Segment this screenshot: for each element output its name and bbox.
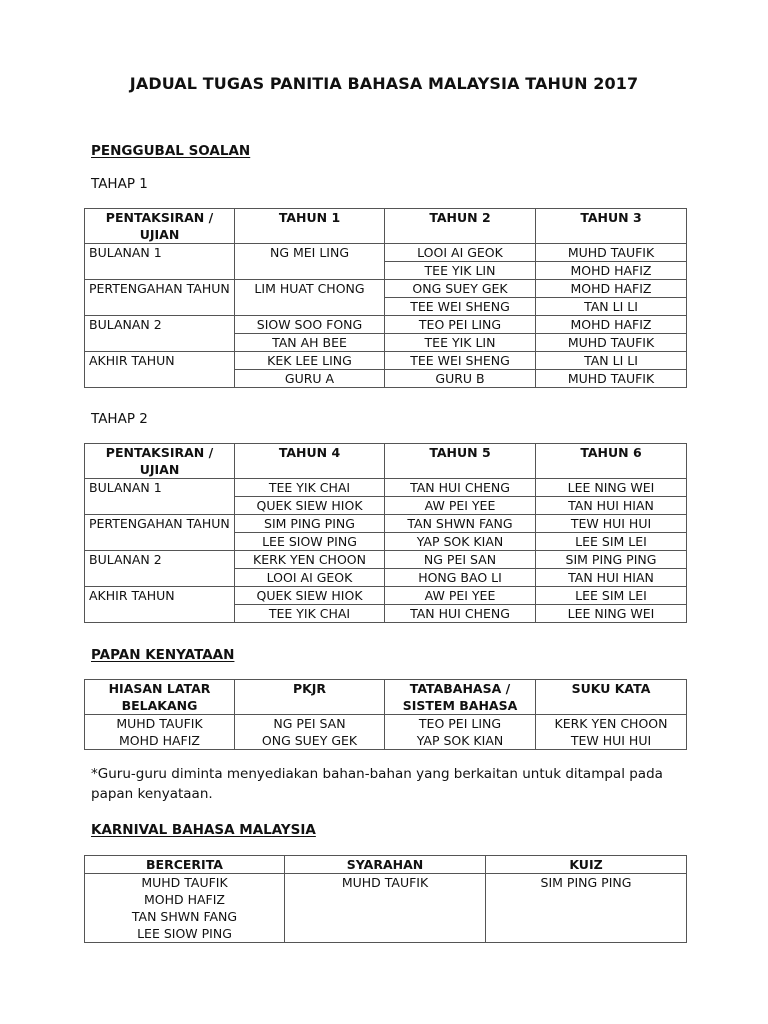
table-cell: SIM PING PING — [235, 515, 385, 533]
row-label: PERTENGAHAN TAHUN — [85, 515, 235, 551]
table-cell: TAN HUI HIAN — [536, 497, 687, 515]
name-entry: YAP SOK KIAN — [416, 733, 504, 748]
table-cell: TEE WEI SHENG — [385, 352, 536, 370]
header-tahun-3: TAHUN 3 — [536, 209, 687, 244]
row-label: AKHIR TAHUN — [85, 587, 235, 623]
table-cell: NG MEI LING — [235, 244, 385, 280]
table-cell: TEO PEI LING — [385, 316, 536, 334]
table-cell: MOHD HAFIZ — [536, 316, 687, 334]
row-label: BULANAN 1 — [85, 479, 235, 515]
table-header-row — [85, 680, 687, 715]
table-cell: YAP SOK KIAN — [385, 533, 536, 551]
table-cell: KERK YEN CHOON — [235, 551, 385, 569]
table-row — [85, 715, 687, 750]
table-row — [85, 280, 687, 298]
row-label: BULANAN 2 — [85, 551, 235, 587]
table-cell — [285, 874, 486, 943]
header-pentaksiran: PENTAKSIRAN / UJIAN — [85, 209, 235, 244]
header-tahun-2: TAHUN 2 — [385, 209, 536, 244]
table-row — [85, 479, 687, 497]
table-cell: SIM PING PING — [536, 551, 687, 569]
table-cell: LEE SIM LEI — [536, 587, 687, 605]
table-header-row — [85, 209, 687, 244]
table-cell: TAN HUI CHENG — [385, 605, 536, 623]
table-cell — [486, 874, 687, 943]
table-cell: MOHD HAFIZ — [536, 280, 687, 298]
row-label: PERTENGAHAN TAHUN — [85, 280, 235, 316]
name-entry: MUHD TAUFIK — [141, 875, 228, 890]
table-cell: LEE SIM LEI — [536, 533, 687, 551]
table-cell: TAN HUI HIAN — [536, 569, 687, 587]
name-entry: MUHD TAUFIK — [341, 875, 429, 890]
section-heading-karnival: KARNIVAL BAHASA MALAYSIA — [91, 822, 316, 838]
table-cell: LIM HUAT CHONG — [235, 280, 385, 316]
table-row — [85, 551, 687, 569]
name-entry: NG PEI SAN — [273, 716, 346, 731]
name-entry: LEE SIOW PING — [137, 926, 232, 941]
name-entry: ONG SUEY GEK — [261, 733, 358, 748]
table-header-row — [85, 444, 687, 479]
table-cell: MOHD HAFIZ — [536, 262, 687, 280]
table-header-row — [85, 856, 687, 874]
table-cell: ONG SUEY GEK — [385, 280, 536, 298]
section-heading-penggubal-soalan: PENGGUBAL SOALAN — [91, 143, 251, 159]
table-cell: LEE NING WEI — [536, 479, 687, 497]
header-tahun-1: TAHUN 1 — [235, 209, 385, 244]
header-tahun-4: TAHUN 4 — [235, 444, 385, 479]
name-entry: TEW HUI HUI — [570, 733, 652, 748]
header-tahun-5: TAHUN 5 — [385, 444, 536, 479]
table-cell: MUHD TAUFIK — [536, 334, 687, 352]
name-entry: SIM PING PING — [540, 875, 632, 890]
table-cell: TAN AH BEE — [235, 334, 385, 352]
table-cell: TAN LI LI — [536, 298, 687, 316]
name-entry: TEO PEI LING — [418, 716, 502, 731]
papan-kenyataan-table — [84, 679, 687, 750]
table-cell: MUHD TAUFIK — [536, 370, 687, 388]
table-row — [85, 515, 687, 533]
tahap-2-label: TAHAP 2 — [91, 411, 148, 427]
row-label: BULANAN 1 — [85, 244, 235, 280]
document-title: JADUAL TUGAS PANITIA BAHASA MALAYSIA TAHUN 2017 — [129, 74, 639, 93]
table-cell: TEE WEI SHENG — [385, 298, 536, 316]
table-cell: TAN HUI CHENG — [385, 479, 536, 497]
table-cell — [85, 715, 235, 750]
table-cell: GURU B — [385, 370, 536, 388]
table-cell: KEK LEE LING — [235, 352, 385, 370]
table-cell: TEW HUI HUI — [536, 515, 687, 533]
header-pentaksiran: PENTAKSIRAN / UJIAN — [85, 444, 235, 479]
table-row — [85, 874, 687, 943]
name-entry: MUHD TAUFIK — [116, 716, 203, 731]
row-label: BULANAN 2 — [85, 316, 235, 352]
note-text: *Guru-guru diminta menyediakan bahan-bahan yang berkaitan untuk ditampal pada papan kenyataan. — [91, 766, 663, 802]
table-cell — [235, 715, 385, 750]
tahap-1-label: TAHAP 1 — [91, 176, 148, 192]
name-entry: MOHD HAFIZ — [118, 733, 200, 748]
header-hiasan-latar-belakang: HIASAN LATAR BELAKANG — [85, 680, 235, 715]
table-cell: AW PEI YEE — [385, 587, 536, 605]
table-cell: QUEK SIEW HIOK — [235, 497, 385, 515]
table-row — [85, 587, 687, 605]
table-row — [85, 244, 687, 262]
tahap-1-table — [84, 208, 687, 388]
header-kuiz: KUIZ — [486, 856, 687, 874]
table-row — [85, 352, 687, 370]
table-cell: LOOI AI GEOK — [235, 569, 385, 587]
row-label: AKHIR TAHUN — [85, 352, 235, 388]
table-cell: LEE SIOW PING — [235, 533, 385, 551]
table-cell: LOOI AI GEOK — [385, 244, 536, 262]
name-entry: KERK YEN CHOON — [554, 716, 668, 731]
table-cell: LEE NING WEI — [536, 605, 687, 623]
table-cell: NG PEI SAN — [385, 551, 536, 569]
table-cell: MUHD TAUFIK — [536, 244, 687, 262]
table-cell: QUEK SIEW HIOK — [235, 587, 385, 605]
header-bercerita: BERCERITA — [85, 856, 285, 874]
header-pkjr: PKJR — [235, 680, 385, 715]
section-heading-papan-kenyataan: PAPAN KENYATAAN — [91, 647, 235, 663]
tahap-2-table — [84, 443, 687, 623]
table-cell: SIOW SOO FONG — [235, 316, 385, 334]
table-cell: GURU A — [235, 370, 385, 388]
table-row — [85, 316, 687, 334]
table-cell — [536, 715, 687, 750]
table-cell — [385, 715, 536, 750]
table-cell: TAN SHWN FANG — [385, 515, 536, 533]
karnival-table — [84, 855, 687, 943]
table-cell: TEE YIK CHAI — [235, 605, 385, 623]
table-cell — [85, 874, 285, 943]
table-cell: TEE YIK CHAI — [235, 479, 385, 497]
header-suku-kata: SUKU KATA — [536, 680, 687, 715]
table-cell: TAN LI LI — [536, 352, 687, 370]
header-tatabahasa: TATABAHASA / SISTEM BAHASA — [385, 680, 536, 715]
table-cell: AW PEI YEE — [385, 497, 536, 515]
table-cell: TEE YIK LIN — [385, 334, 536, 352]
header-syarahan: SYARAHAN — [285, 856, 486, 874]
name-entry: TAN SHWN FANG — [131, 909, 238, 924]
name-entry: MOHD HAFIZ — [143, 892, 225, 907]
header-tahun-6: TAHUN 6 — [536, 444, 687, 479]
table-cell: HONG BAO LI — [385, 569, 536, 587]
table-cell: TEE YIK LIN — [385, 262, 536, 280]
